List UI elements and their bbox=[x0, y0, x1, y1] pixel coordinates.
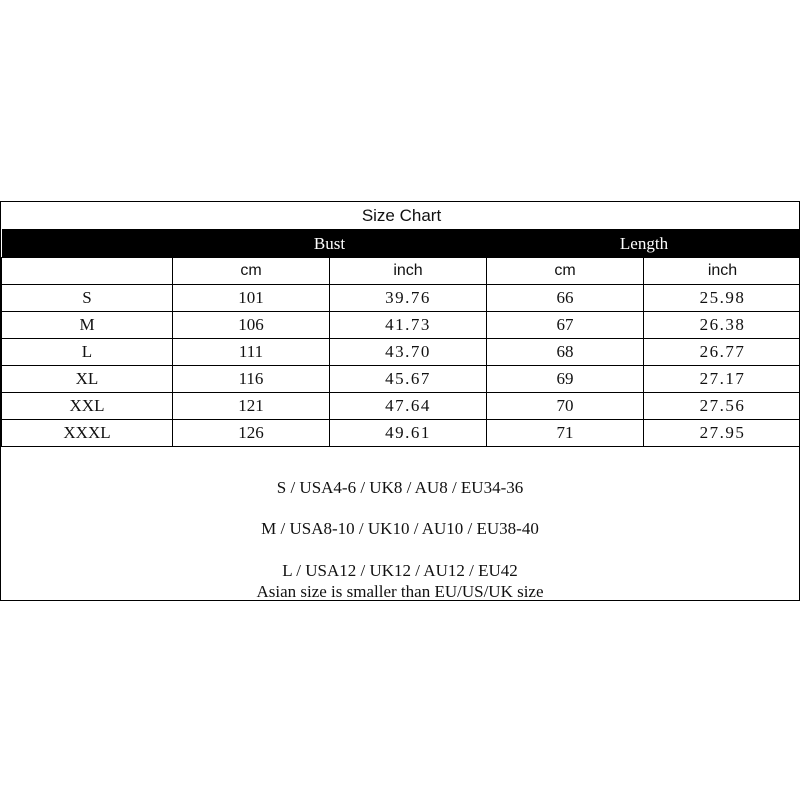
length-inch-cell: 25.98 bbox=[644, 285, 800, 312]
bust-cm-cell: 106 bbox=[173, 312, 330, 339]
size-cell: S bbox=[2, 285, 173, 312]
note-line: S / USA4-6 / UK8 / AU8 / EU34-36 bbox=[276, 478, 524, 497]
note-line: M / USA8-10 / UK10 / AU10 / EU38-40 bbox=[261, 519, 539, 538]
length-cm-cell: 69 bbox=[487, 366, 644, 393]
length-inch-cell: 26.38 bbox=[644, 312, 800, 339]
bust-cm-cell: 116 bbox=[173, 366, 330, 393]
table-row bbox=[2, 366, 800, 393]
chart-title: Size Chart bbox=[2, 202, 800, 230]
length-inch-cell: 26.77 bbox=[644, 339, 800, 366]
length-inch-cell: 27.17 bbox=[644, 366, 800, 393]
unit-header: inch bbox=[644, 258, 800, 285]
unit-header: cm bbox=[487, 258, 644, 285]
unit-header-blank bbox=[2, 258, 173, 285]
bust-cm-cell: 111 bbox=[173, 339, 330, 366]
size-table bbox=[1, 202, 800, 447]
bust-inch-cell: 43.70 bbox=[330, 339, 487, 366]
length-cm-cell: 70 bbox=[487, 393, 644, 420]
size-cell: M bbox=[2, 312, 173, 339]
bust-inch-cell: 49.61 bbox=[330, 420, 487, 447]
unit-header: cm bbox=[173, 258, 330, 285]
size-cell: XXXL bbox=[2, 420, 173, 447]
length-cm-cell: 71 bbox=[487, 420, 644, 447]
bust-cm-cell: 101 bbox=[173, 285, 330, 312]
table-row bbox=[2, 393, 800, 420]
bust-inch-cell: 41.73 bbox=[330, 312, 487, 339]
note-line: Asian size is smaller than EU/US/UK size bbox=[256, 582, 544, 601]
length-inch-cell: 27.56 bbox=[644, 393, 800, 420]
unit-header: inch bbox=[330, 258, 487, 285]
group-header-length: Length bbox=[487, 230, 800, 258]
bust-inch-cell: 39.76 bbox=[330, 285, 487, 312]
group-header-bust: Bust bbox=[173, 230, 487, 258]
length-cm-cell: 67 bbox=[487, 312, 644, 339]
table-row bbox=[2, 285, 800, 312]
bust-cm-cell: 121 bbox=[173, 393, 330, 420]
size-chart bbox=[0, 201, 800, 601]
length-inch-cell: 27.95 bbox=[644, 420, 800, 447]
table-row bbox=[2, 420, 800, 447]
length-cm-cell: 66 bbox=[487, 285, 644, 312]
length-cm-cell: 68 bbox=[487, 339, 644, 366]
size-cell: XXL bbox=[2, 393, 173, 420]
table-row bbox=[2, 312, 800, 339]
size-cell: XL bbox=[2, 366, 173, 393]
bust-inch-cell: 47.64 bbox=[330, 393, 487, 420]
bust-inch-cell: 45.67 bbox=[330, 366, 487, 393]
size-cell: L bbox=[2, 339, 173, 366]
table-row bbox=[2, 339, 800, 366]
note-line: L / USA12 / UK12 / AU12 / EU42 bbox=[282, 561, 518, 580]
group-header-blank bbox=[2, 230, 173, 258]
bust-cm-cell: 126 bbox=[173, 420, 330, 447]
